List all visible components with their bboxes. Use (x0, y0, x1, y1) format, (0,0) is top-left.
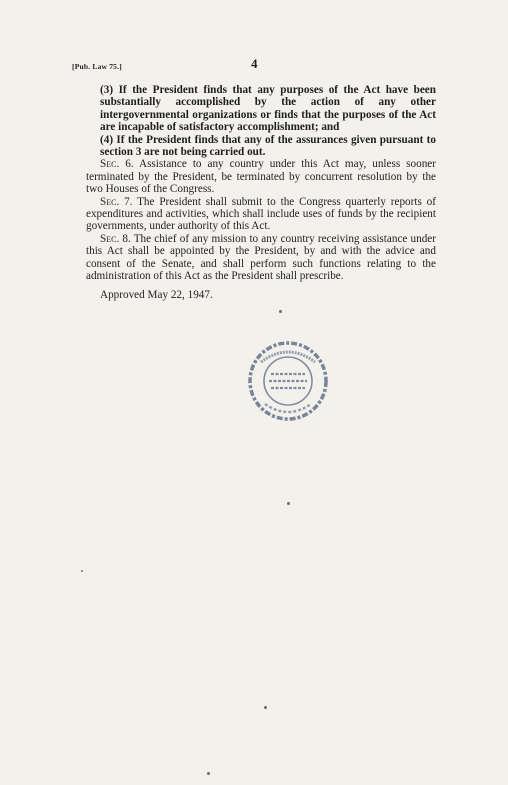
public-law-reference: [Pub. Law 75.] (72, 62, 122, 71)
section-7-label: Sec. 7. (100, 195, 133, 208)
section-6-text: Assistance to any country under this Act may, unless sooner terminated by the President, be terminated by concurrent resolution by the two Houses of the Congress. (86, 158, 436, 196)
section-6-label: Sec. 6. (100, 158, 134, 171)
paper-speck (279, 310, 282, 313)
archive-stamp-icon (247, 340, 329, 422)
section-8-label: Sec. 8. (100, 232, 131, 245)
section-6 (86, 158, 436, 195)
page-number: 4 (251, 56, 258, 71)
approval-date: Approved May 22, 1947. (100, 288, 213, 301)
paper-speck (287, 502, 290, 505)
law-text-body (86, 84, 436, 301)
paragraph-3: (3) If the President finds that any purposes of the Act have been substantially accomplished by the action of any other intergovernmental organizations or finds that the purposes of the Act are incapable of satisfactory accomplishment; and (100, 84, 436, 134)
section-7-text: The President shall submit to the Congress quarterly reports of expenditures and activities, which shall include uses of funds by the recipient governments, under authority of this Act. (86, 195, 436, 233)
paper-speck (207, 772, 210, 775)
paper-speck (81, 570, 83, 572)
section-8 (86, 233, 436, 283)
paper-speck (264, 706, 267, 709)
paragraph-4: (4) If the President finds that any of the assurances given pursuant to section 3 are not being carried out. (100, 133, 436, 159)
section-7 (86, 196, 436, 233)
section-8-text: The chief of any mission to any country receiving assistance under this Act shall be appointed by the President, by and with the advice and consent of the Senate, and shall perform such functions relating to the administration of this Act as the President shall prescribe. (86, 232, 436, 283)
